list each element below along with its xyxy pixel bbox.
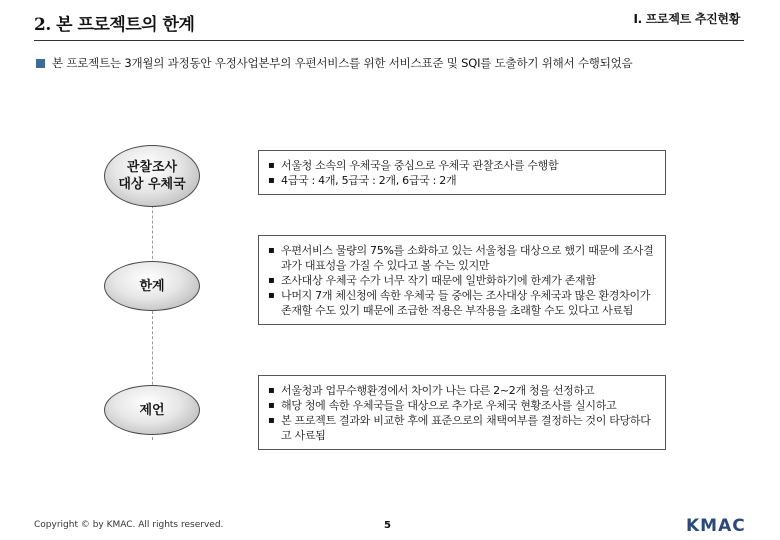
oval-label-line: 제언	[139, 402, 165, 418]
bullet-item: ▪ 나머지 7개 체신청에 속한 우체국 들 중에는 조사대상 우체국과 많은 환경차이가 존재할 수도 있기 때문에 조급한 적용은 부작용을 초래할 수도 있다고 사료됨	[267, 288, 657, 318]
oval-label-line: 한계	[139, 278, 165, 294]
intro-text: 본 프로젝트는 3개월의 과정동안 우정사업본부의 우편서비스를 위한 서비스표준 및 SQI를 도출하기 위해서 수행되었음	[52, 56, 633, 70]
content-box-proposal	[258, 375, 666, 450]
bullet-item: ▪ 우편서비스 물량의 75%를 소화하고 있는 서울청을 대상으로 했기 때문에 조사결과가 대표성을 가질 수 있다고 볼 수는 있지만	[267, 243, 657, 273]
bullet-item: ▪ 해당 청에 속한 우체국들을 대상으로 추가로 우체국 현황조사를 실시하고	[267, 398, 657, 413]
oval-label-line: 대상 우체국	[118, 177, 186, 192]
bullet-item: ▪ 조사대상 우체국 수가 너무 작기 때문에 일반화하기에 한계가 존재함	[267, 273, 657, 288]
copyright-text: Copyright © by KMAC. All rights reserved.	[34, 520, 224, 530]
bullet-item: ▪ 서울청 소속의 우체국을 중심으로 우체국 관찰조사를 수행함	[267, 158, 657, 173]
section-label: I. 프로젝트 추진현황	[633, 12, 740, 26]
label-oval-observation	[104, 145, 200, 207]
oval-label-line: 관찰조사	[126, 160, 178, 175]
content-box-observation	[258, 150, 666, 195]
square-bullet-icon	[36, 59, 45, 68]
label-oval-proposal	[104, 385, 200, 435]
bullet-item: ▪ 서울청과 업무수행환경에서 차이가 나는 다른 2~2개 청을 선정하고	[267, 383, 657, 398]
header-divider	[34, 40, 744, 41]
bullet-item: ▪ 본 프로젝트 결과와 비교한 후에 표준으로의 채택여부를 결정하는 것이 타당하다고 사료됨	[267, 413, 657, 443]
page-number: 5	[384, 520, 391, 531]
label-oval-limitation	[104, 261, 200, 311]
kmac-logo: KMAC	[686, 516, 746, 536]
page-title: 2. 본 프로젝트의 한계	[34, 15, 195, 35]
bullet-item: ▪ 4급국 : 4개, 5급국 : 2개, 6급국 : 2개	[267, 173, 657, 188]
content-box-limitation	[258, 235, 666, 325]
